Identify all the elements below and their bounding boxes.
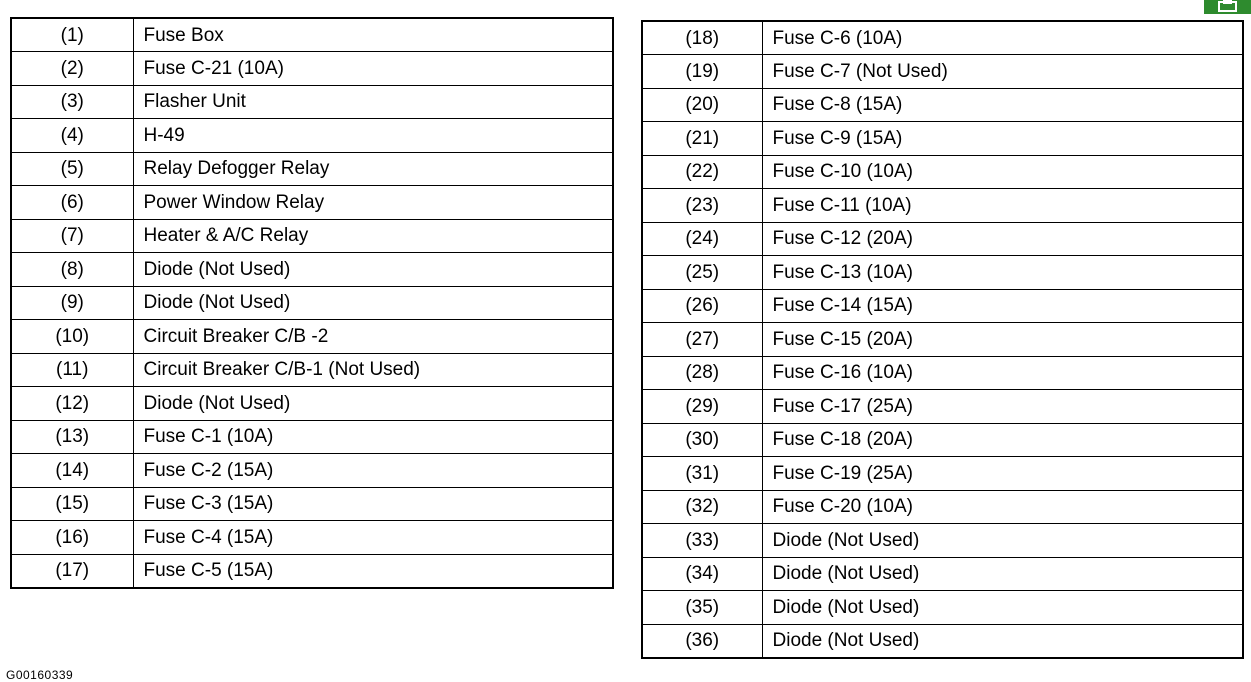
table-row xyxy=(642,88,1243,122)
table-row xyxy=(11,353,613,387)
item-description: Diode (Not Used) xyxy=(762,591,1243,625)
item-description: Fuse C-20 (10A) xyxy=(762,490,1243,524)
table-row xyxy=(11,18,613,52)
item-number: (23) xyxy=(642,189,762,223)
print-icon[interactable] xyxy=(1204,0,1251,14)
item-description: Power Window Relay xyxy=(133,186,613,220)
item-number: (7) xyxy=(11,219,133,253)
item-description: Diode (Not Used) xyxy=(762,624,1243,658)
item-number: (24) xyxy=(642,222,762,256)
item-number: (18) xyxy=(642,21,762,55)
item-number: (9) xyxy=(11,286,133,320)
table-row xyxy=(11,487,613,521)
item-description: Fuse C-3 (15A) xyxy=(133,487,613,521)
item-description: Diode (Not Used) xyxy=(133,387,613,421)
item-description: Fuse C-16 (10A) xyxy=(762,356,1243,390)
item-number: (27) xyxy=(642,323,762,357)
item-description: Fuse C-11 (10A) xyxy=(762,189,1243,223)
item-number: (8) xyxy=(11,253,133,287)
table-row xyxy=(642,557,1243,591)
item-description: Fuse C-13 (10A) xyxy=(762,256,1243,290)
item-number: (35) xyxy=(642,591,762,625)
table-row xyxy=(642,490,1243,524)
table-row xyxy=(642,356,1243,390)
item-description: Fuse Box xyxy=(133,18,613,52)
item-number: (28) xyxy=(642,356,762,390)
item-description: Flasher Unit xyxy=(133,85,613,119)
item-description: Relay Defogger Relay xyxy=(133,152,613,186)
item-description: Fuse C-7 (Not Used) xyxy=(762,55,1243,89)
item-number: (21) xyxy=(642,122,762,156)
table-row xyxy=(642,423,1243,457)
table-row xyxy=(642,524,1243,558)
table-row xyxy=(642,624,1243,658)
table-row xyxy=(11,85,613,119)
item-description: Fuse C-17 (25A) xyxy=(762,390,1243,424)
table-row xyxy=(642,222,1243,256)
table-row xyxy=(642,457,1243,491)
table-row xyxy=(642,256,1243,290)
table-row xyxy=(11,387,613,421)
item-number: (16) xyxy=(11,521,133,555)
item-description: Fuse C-12 (20A) xyxy=(762,222,1243,256)
item-number: (2) xyxy=(11,52,133,86)
item-number: (13) xyxy=(11,420,133,454)
item-number: (34) xyxy=(642,557,762,591)
item-number: (4) xyxy=(11,119,133,153)
item-number: (31) xyxy=(642,457,762,491)
table-row xyxy=(11,420,613,454)
table-row xyxy=(642,155,1243,189)
item-number: (26) xyxy=(642,289,762,323)
item-number: (32) xyxy=(642,490,762,524)
item-number: (36) xyxy=(642,624,762,658)
table-row xyxy=(642,55,1243,89)
table-row xyxy=(11,186,613,220)
item-number: (19) xyxy=(642,55,762,89)
item-description: Fuse C-1 (10A) xyxy=(133,420,613,454)
item-description: Fuse C-9 (15A) xyxy=(762,122,1243,156)
table-row xyxy=(642,289,1243,323)
item-number: (3) xyxy=(11,85,133,119)
item-description: Fuse C-14 (15A) xyxy=(762,289,1243,323)
item-number: (5) xyxy=(11,152,133,186)
item-number: (33) xyxy=(642,524,762,558)
item-number: (17) xyxy=(11,554,133,588)
item-number: (12) xyxy=(11,387,133,421)
legend-table-left xyxy=(10,17,614,589)
item-description: Fuse C-5 (15A) xyxy=(133,554,613,588)
item-number: (25) xyxy=(642,256,762,290)
item-number: (30) xyxy=(642,423,762,457)
table-row xyxy=(11,554,613,588)
item-description: Fuse C-2 (15A) xyxy=(133,454,613,488)
item-description: H-49 xyxy=(133,119,613,153)
item-description: Diode (Not Used) xyxy=(133,286,613,320)
table-row xyxy=(11,521,613,555)
item-description: Fuse C-10 (10A) xyxy=(762,155,1243,189)
item-description: Fuse C-15 (20A) xyxy=(762,323,1243,357)
item-description: Fuse C-19 (25A) xyxy=(762,457,1243,491)
table-row xyxy=(11,152,613,186)
table-row xyxy=(11,253,613,287)
item-number: (10) xyxy=(11,320,133,354)
item-description: Fuse C-21 (10A) xyxy=(133,52,613,86)
item-number: (15) xyxy=(11,487,133,521)
table-row xyxy=(11,320,613,354)
table-row xyxy=(11,52,613,86)
table-row xyxy=(642,390,1243,424)
legend-table-right xyxy=(641,20,1244,659)
item-description: Circuit Breaker C/B-1 (Not Used) xyxy=(133,353,613,387)
table-row xyxy=(642,591,1243,625)
item-number: (1) xyxy=(11,18,133,52)
table-row xyxy=(11,454,613,488)
item-description: Fuse C-6 (10A) xyxy=(762,21,1243,55)
table-row xyxy=(642,122,1243,156)
item-description: Heater & A/C Relay xyxy=(133,219,613,253)
item-description: Fuse C-4 (15A) xyxy=(133,521,613,555)
item-number: (20) xyxy=(642,88,762,122)
table-row xyxy=(11,286,613,320)
table-row xyxy=(642,323,1243,357)
item-description: Fuse C-18 (20A) xyxy=(762,423,1243,457)
table-row xyxy=(642,189,1243,223)
item-description: Fuse C-8 (15A) xyxy=(762,88,1243,122)
table-row xyxy=(642,21,1243,55)
item-number: (29) xyxy=(642,390,762,424)
table-row xyxy=(11,119,613,153)
item-number: (14) xyxy=(11,454,133,488)
item-number: (6) xyxy=(11,186,133,220)
item-number: (22) xyxy=(642,155,762,189)
figure-id: G00160339 xyxy=(6,668,74,682)
item-description: Diode (Not Used) xyxy=(762,557,1243,591)
item-description: Diode (Not Used) xyxy=(762,524,1243,558)
item-description: Diode (Not Used) xyxy=(133,253,613,287)
item-description: Circuit Breaker C/B -2 xyxy=(133,320,613,354)
item-number: (11) xyxy=(11,353,133,387)
table-row xyxy=(11,219,613,253)
